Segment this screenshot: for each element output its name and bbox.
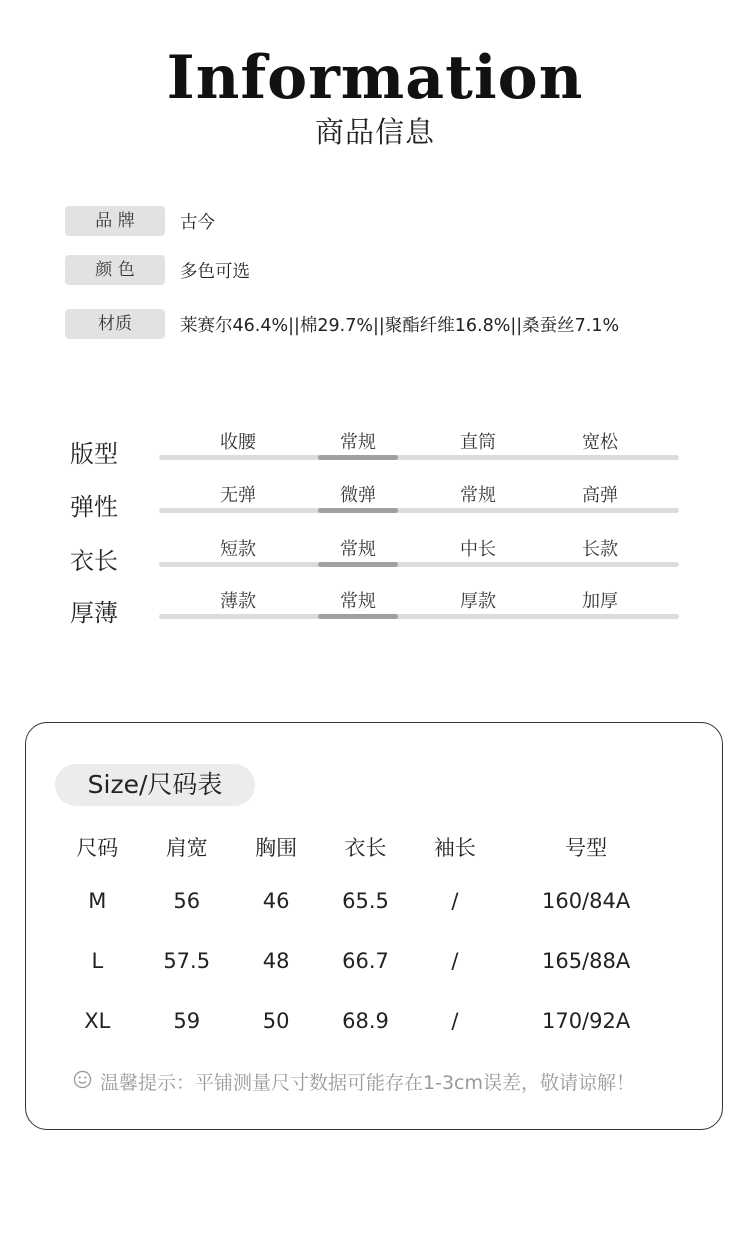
- attr-option-selected: 常规: [340, 539, 376, 560]
- attr-track: [159, 614, 679, 619]
- table-cell: XL: [84, 1009, 111, 1033]
- info-row-brand: [65, 206, 215, 236]
- attr-highlight: [318, 614, 398, 619]
- info-row-color: [65, 255, 250, 285]
- column-header: 号型: [565, 836, 608, 860]
- attr-highlight: [318, 562, 398, 567]
- info-label: 材质: [65, 309, 165, 339]
- size-table: [55, 823, 675, 1051]
- table-row: [55, 871, 675, 931]
- smiley-icon: [73, 1070, 100, 1094]
- size-tip-text: 温馨提示：平铺测量尺寸数据可能存在1-3cm误差，敬请谅解！: [100, 1072, 635, 1094]
- info-label: 品 牌: [65, 206, 165, 236]
- attr-option: 常规: [460, 485, 496, 506]
- column-header: 尺码: [76, 836, 119, 860]
- attr-row-thickness: [0, 587, 750, 639]
- attr-option-selected: 常规: [340, 432, 376, 453]
- table-row: [55, 931, 675, 991]
- table-cell: /: [451, 949, 459, 973]
- table-cell: /: [451, 1009, 459, 1033]
- table-cell: 57.5: [163, 949, 211, 973]
- size-tip: [73, 1068, 635, 1095]
- attr-label: 衣长: [70, 547, 118, 575]
- attr-option: 宽松: [582, 432, 618, 453]
- attr-label: 版型: [70, 440, 118, 468]
- attr-option: 无弹: [220, 485, 256, 506]
- table-row: [55, 991, 675, 1051]
- attr-option: 直筒: [460, 432, 496, 453]
- table-cell: 160/84A: [541, 889, 631, 913]
- attr-option-selected: 微弹: [340, 485, 376, 506]
- column-header: 袖长: [433, 836, 476, 860]
- table-cell: /: [451, 889, 459, 913]
- table-cell: 66.7: [342, 949, 389, 973]
- attr-option-selected: 常规: [340, 591, 376, 612]
- attr-highlight: [318, 455, 398, 460]
- attr-option: 短款: [220, 539, 256, 560]
- table-cell: 65.5: [342, 889, 389, 913]
- table-cell: 165/88A: [541, 949, 631, 973]
- info-value: 莱赛尔46.4%||棉29.7%||聚酯纤维16.8%||桑蚕丝7.1%: [180, 315, 620, 336]
- attr-option: 长款: [582, 539, 618, 560]
- page-title-cn: 商品信息: [314, 115, 435, 149]
- table-cell: 46: [262, 889, 290, 913]
- table-cell: 59: [173, 1009, 201, 1033]
- table-cell: 170/92A: [541, 1009, 631, 1033]
- attr-track: [159, 508, 679, 513]
- attr-label: 弹性: [70, 493, 118, 521]
- attr-label: 厚薄: [70, 599, 118, 627]
- attr-highlight: [318, 508, 398, 513]
- attr-option: 薄款: [220, 591, 256, 612]
- attr-option: 高弹: [582, 485, 618, 506]
- size-chart-title: Size/尺码表: [55, 764, 255, 806]
- info-row-material: [65, 309, 619, 339]
- column-header: 肩宽: [165, 836, 208, 860]
- table-header-row: [55, 823, 675, 871]
- size-chart-card: [25, 722, 723, 1130]
- attr-option: 加厚: [582, 591, 618, 612]
- info-value: 古今: [180, 212, 215, 233]
- attr-row-length: [0, 535, 750, 587]
- attr-option: 厚款: [460, 591, 496, 612]
- table-cell: 50: [262, 1009, 290, 1033]
- table-cell: 56: [173, 889, 201, 913]
- table-cell: M: [88, 889, 107, 913]
- info-value: 多色可选: [180, 261, 250, 282]
- attr-row-fit: [0, 428, 750, 480]
- table-cell: 48: [262, 949, 290, 973]
- attr-row-elasticity: [0, 481, 750, 533]
- info-label: 颜 色: [65, 255, 165, 285]
- table-cell: 68.9: [342, 1009, 389, 1033]
- table-cell: L: [91, 949, 104, 973]
- page-title-en: Information: [166, 43, 584, 113]
- attr-option: 收腰: [220, 432, 256, 453]
- attr-track: [159, 455, 679, 460]
- column-header: 衣长: [344, 836, 387, 860]
- attr-track: [159, 562, 679, 567]
- attr-option: 中长: [460, 539, 496, 560]
- column-header: 胸围: [255, 836, 298, 860]
